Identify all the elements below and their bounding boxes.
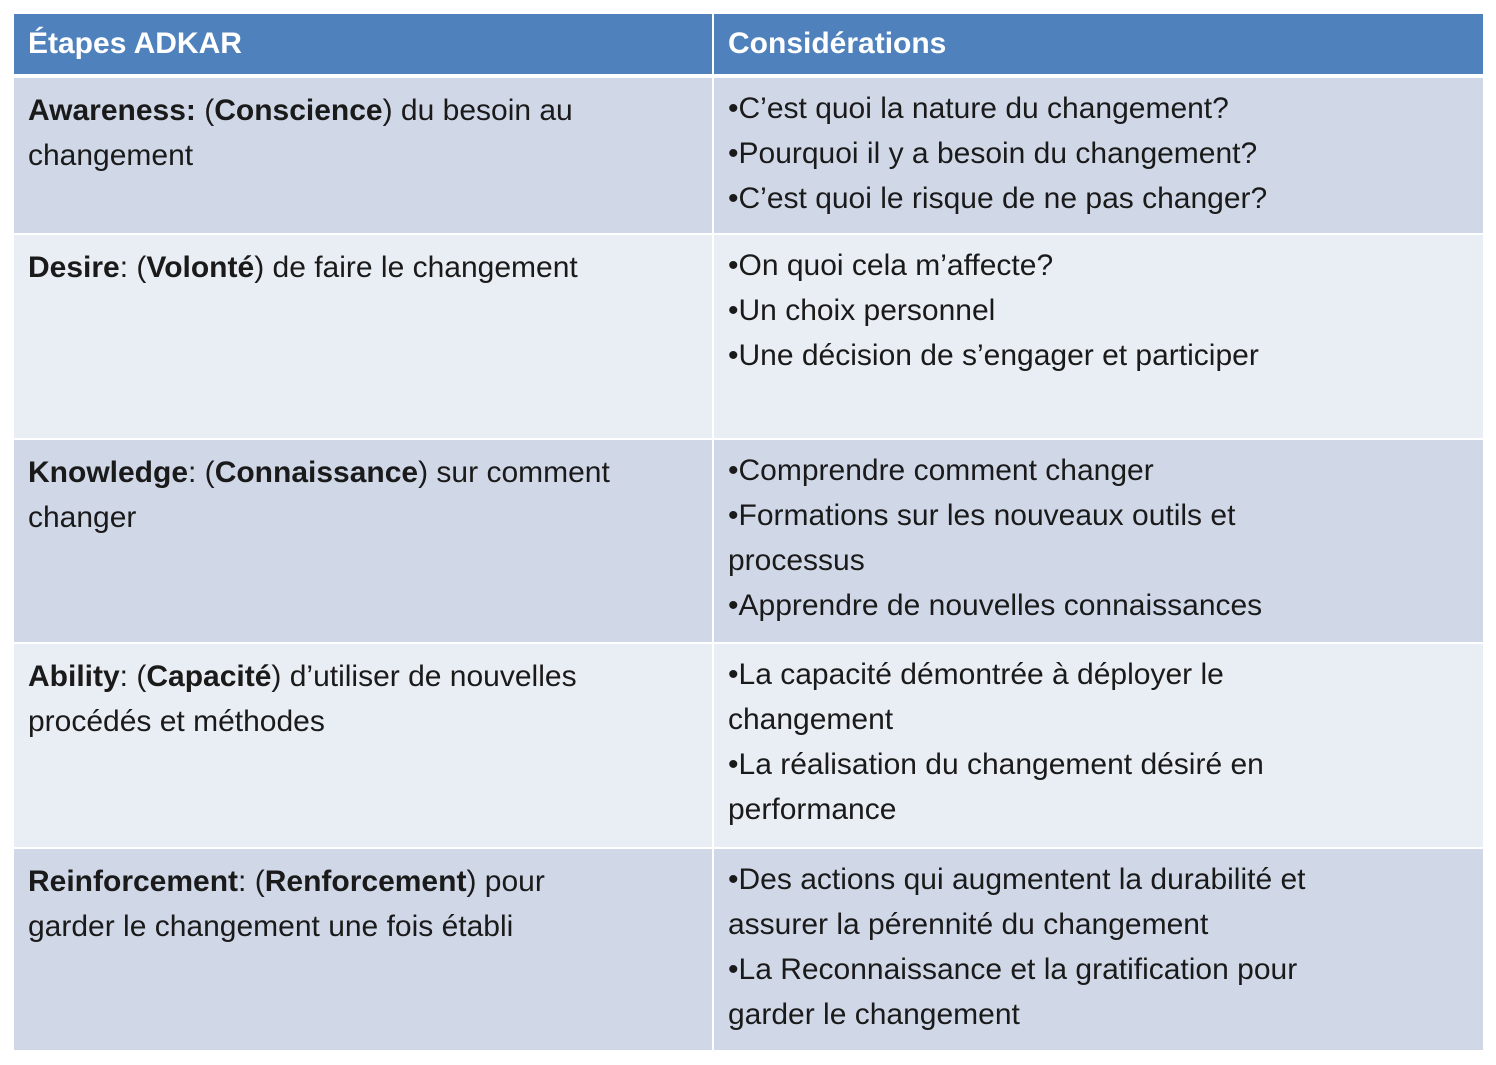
stage-rest: ) sur comment bbox=[418, 456, 610, 489]
stage-rest-line2: changement bbox=[28, 139, 194, 172]
table-row bbox=[14, 234, 1483, 439]
stage-term: Ability bbox=[28, 660, 120, 693]
stage-term-fr: Renforcement bbox=[264, 865, 467, 898]
consideration-line: •Comprendre comment changer bbox=[728, 454, 1154, 487]
table-row bbox=[14, 439, 1483, 643]
stage-line bbox=[28, 654, 698, 699]
table-row bbox=[14, 643, 1483, 848]
adkar-table bbox=[14, 14, 1483, 1052]
stage-sep: : ( bbox=[188, 456, 215, 489]
stage-sep: ( bbox=[195, 94, 215, 127]
considerations-cell bbox=[713, 234, 1483, 439]
consideration-line: •C’est quoi le risque de ne pas changer? bbox=[728, 182, 1268, 215]
stage-cell bbox=[14, 234, 713, 439]
stage-term-fr: Capacité bbox=[146, 660, 272, 693]
stage-rest-line2: garder le changement une fois établi bbox=[28, 910, 514, 943]
consideration-line: changement bbox=[728, 703, 894, 736]
stage-rest-line2: procédés et méthodes bbox=[28, 705, 325, 738]
consideration-line: •Pourquoi il y a besoin du changement? bbox=[728, 137, 1258, 170]
consideration-line: assurer la pérennité du changement bbox=[728, 908, 1209, 941]
stage-line bbox=[28, 450, 698, 495]
stage-rest: ) de faire le changement bbox=[254, 251, 578, 284]
consideration-line: processus bbox=[728, 544, 865, 577]
considerations-cell bbox=[713, 643, 1483, 848]
consideration-line: •Un choix personnel bbox=[728, 294, 996, 327]
stage-line bbox=[28, 245, 698, 290]
consideration-line: garder le changement bbox=[728, 998, 1020, 1031]
considerations-cell bbox=[713, 439, 1483, 643]
consideration-line: •Formations sur les nouveaux outils et bbox=[728, 499, 1236, 532]
consideration-line: •La capacité démontrée à déployer le bbox=[728, 658, 1224, 691]
stage-line bbox=[28, 88, 698, 133]
stage-term-fr: Conscience bbox=[214, 94, 383, 127]
table-row bbox=[14, 76, 1483, 234]
stage-term: Reinforcement bbox=[28, 865, 239, 898]
stage-rest: ) du besoin au bbox=[382, 94, 573, 127]
stage-rest-line2: changer bbox=[28, 501, 137, 534]
header-etapes: Étapes ADKAR bbox=[14, 14, 713, 76]
stage-sep: : ( bbox=[238, 865, 265, 898]
stage-term: Desire bbox=[28, 251, 120, 284]
stage-rest: ) pour bbox=[466, 865, 545, 898]
consideration-line: •Des actions qui augmentent la durabilité et bbox=[728, 863, 1306, 896]
considerations-cell bbox=[713, 76, 1483, 234]
stage-term: Knowledge bbox=[28, 456, 189, 489]
table-row bbox=[14, 848, 1483, 1051]
stage-sep: : ( bbox=[119, 251, 147, 284]
considerations-cell bbox=[713, 848, 1483, 1051]
stage-term-fr: Connaissance bbox=[214, 456, 419, 489]
stage-term-fr: Volonté bbox=[146, 251, 255, 284]
stage-rest: ) d’utiliser de nouvelles bbox=[271, 660, 577, 693]
stage-sep: : ( bbox=[119, 660, 147, 693]
stage-line bbox=[28, 859, 698, 904]
stage-cell bbox=[14, 76, 713, 234]
header-row bbox=[14, 14, 1483, 76]
consideration-line: •C’est quoi la nature du changement? bbox=[728, 92, 1229, 125]
stage-term: Awareness: bbox=[28, 94, 196, 127]
consideration-line: •On quoi cela m’affecte? bbox=[728, 249, 1054, 282]
consideration-line: •Apprendre de nouvelles connaissances bbox=[728, 589, 1263, 622]
consideration-line: performance bbox=[728, 793, 897, 826]
stage-cell bbox=[14, 643, 713, 848]
consideration-line: •La réalisation du changement désiré en bbox=[728, 748, 1264, 781]
stage-cell bbox=[14, 439, 713, 643]
header-considerations: Considérations bbox=[713, 14, 1483, 76]
consideration-line: •La Reconnaissance et la gratification pour bbox=[728, 953, 1298, 986]
stage-cell bbox=[14, 848, 713, 1051]
consideration-line: •Une décision de s’engager et participer bbox=[728, 339, 1259, 372]
